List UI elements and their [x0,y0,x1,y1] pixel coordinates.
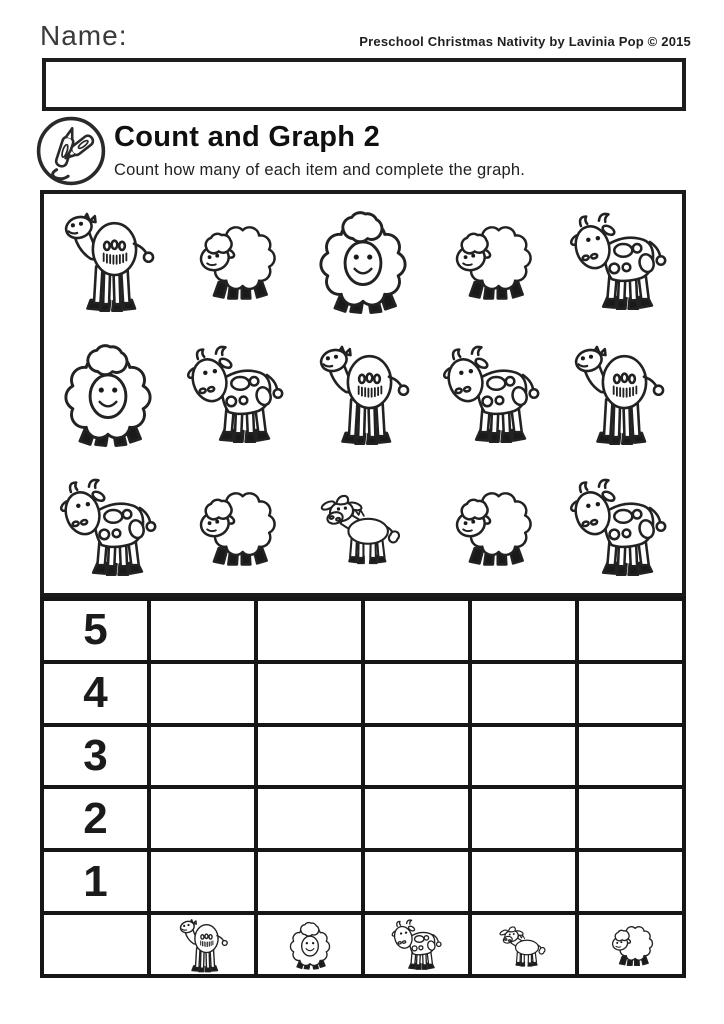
graph-cell[interactable] [365,727,468,786]
animal-donkey [317,484,409,570]
graph-cell[interactable] [365,789,468,848]
graph-cell[interactable] [258,852,361,911]
graph-corner-cell [44,915,147,974]
animal-cow [389,917,444,972]
name-input-box[interactable] [42,58,686,111]
graph-column-icon-cell [151,915,254,974]
graph-cell[interactable] [472,789,575,848]
picture-cell [299,327,427,460]
picture-cell [172,460,300,593]
picture-grid [44,194,682,593]
picture-cell [427,327,555,460]
picture-cell [44,327,172,460]
graph-cell[interactable] [151,852,254,911]
graph-cell[interactable] [151,789,254,848]
graph-cell[interactable] [258,727,361,786]
graph-column-icon-cell [472,915,575,974]
graph-row-label: 2 [44,789,147,848]
animal-camel [309,338,417,450]
picture-cell [554,460,682,593]
picture-cell [554,194,682,327]
animal-sheep-side [443,479,539,575]
animal-cow [54,474,162,580]
picture-box [40,190,686,597]
graph-cell[interactable] [151,601,254,660]
graph-cell[interactable] [472,727,575,786]
graph-cell[interactable] [579,852,682,911]
graph-cell[interactable] [579,601,682,660]
picture-cell [554,327,682,460]
animal-cow [564,208,672,314]
crayons-icon [35,115,107,187]
animal-camel [54,205,162,317]
animal-sheep-front [52,337,164,451]
picture-cell [299,194,427,327]
animal-sheep-side [605,919,657,971]
picture-cell [172,194,300,327]
picture-cell [44,460,172,593]
graph-cell[interactable] [472,852,575,911]
attribution-text: Preschool Christmas Nativity by Lavinia Pop © 2015 [359,34,691,49]
graph-cell[interactable] [151,727,254,786]
graph-cell[interactable] [258,789,361,848]
animal-sheep-front [307,204,419,318]
graph-grid [40,597,686,978]
animal-camel [564,338,672,450]
animal-camel [174,916,232,974]
name-label: Name: [40,20,128,51]
graph-column-icon-cell [365,915,468,974]
animal-sheep-front [284,919,336,971]
graph-cell[interactable] [365,852,468,911]
worksheet-subtitle: Count how many of each item and complete the graph. [114,161,526,179]
animal-cow [181,341,289,447]
graph-cell[interactable] [365,601,468,660]
worksheet-title: Count and Graph 2 [114,121,381,153]
graph-row-label: 1 [44,852,147,911]
picture-cell [44,194,172,327]
picture-cell [172,327,300,460]
animal-sheep-side [187,479,283,575]
animal-donkey [499,920,549,970]
graph-row-label: 4 [44,664,147,723]
graph-cell[interactable] [579,727,682,786]
graph-cell[interactable] [579,789,682,848]
graph-row-label: 3 [44,727,147,786]
graph-cell[interactable] [472,601,575,660]
animal-sheep-side [187,213,283,309]
graph-column-icon-cell [579,915,682,974]
graph-cell[interactable] [151,664,254,723]
picture-cell [427,460,555,593]
graph-cell[interactable] [472,664,575,723]
graph-row-label: 5 [44,601,147,660]
graph-cell[interactable] [579,664,682,723]
picture-cell [427,194,555,327]
graph-cell[interactable] [258,601,361,660]
picture-cell [299,460,427,593]
animal-sheep-side [443,213,539,309]
animal-cow [564,474,672,580]
animal-cow [437,341,545,447]
graph-column-icon-cell [258,915,361,974]
graph-cell[interactable] [258,664,361,723]
graph-cell[interactable] [365,664,468,723]
